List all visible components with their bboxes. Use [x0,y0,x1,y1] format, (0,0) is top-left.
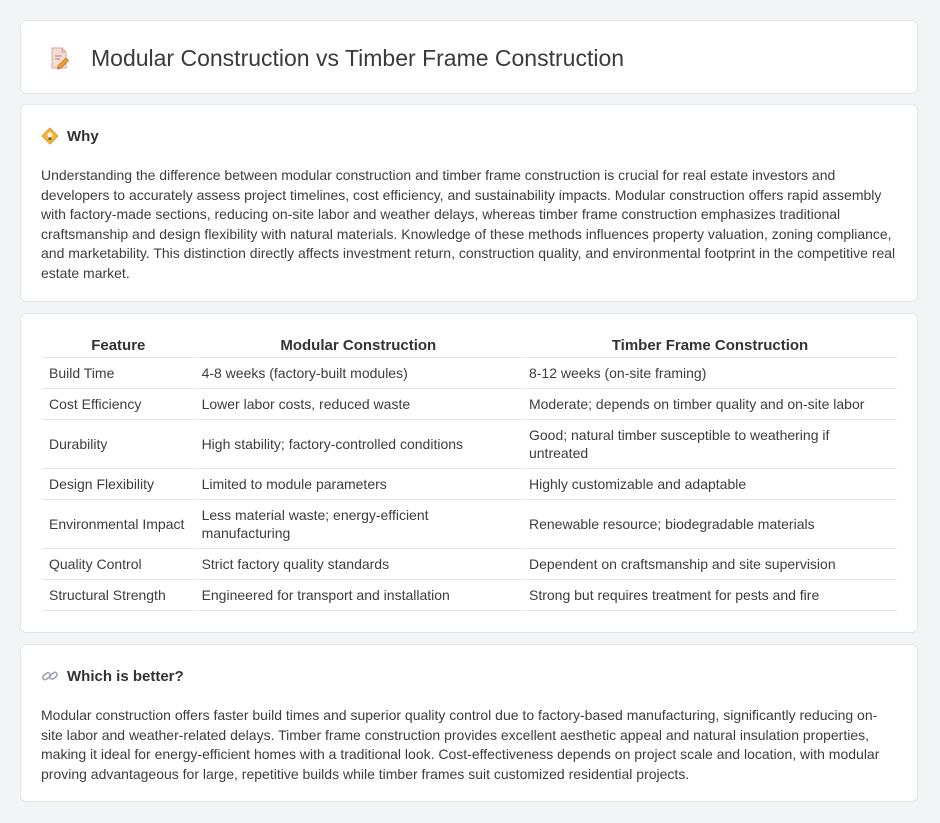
modular-cell: Less material waste; energy-efficient manufacturing [196,500,521,549]
timber-cell: Strong but requires treatment for pests and fire [523,580,897,611]
table-row [43,358,897,389]
timber-cell: Renewable resource; biodegradable materials [523,500,897,549]
feature-cell: Environmental Impact [43,500,194,549]
timber-cell: Good; natural timber susceptible to weathering if untreated [523,420,897,469]
table-row [43,420,897,469]
why-heading-label: Why [67,127,99,145]
column-header-modular: Modular Construction [196,333,521,358]
why-section [20,104,918,302]
header-card [20,20,918,94]
feature-cell: Structural Strength [43,580,194,611]
timber-cell: Dependent on craftsmanship and site supervision [523,549,897,580]
table-row [43,580,897,611]
column-header-timber: Timber Frame Construction [523,333,897,358]
why-heading [41,127,99,145]
timber-cell: Highly customizable and adaptable [523,469,897,500]
better-heading-label: Which is better? [67,667,184,685]
feature-cell: Build Time [43,358,194,389]
better-text: Modular construction offers faster build times and superior quality control due to factory-based manufacturing, significantly reducing on-site labor and weather-related delays. Timber frame construction provides excellent aesthetic appeal and natural insulation properties, making it ideal for energy-efficient homes with a traditional look. Cost-effectiveness depends on project scale and location, with modular proving advantageous for large, repetitive builds while timber frames suit customized residential projects. [41,707,880,782]
table-row [43,500,897,549]
why-text: Understanding the difference between modular construction and timber frame construction is crucial for real estate investors and developers to accurately assess project timelines, cost efficiency, and sustainability impacts. Modular construction offers rapid assembly with factory-made sections, reducing on-site labor and weather delays, whereas timber frame construction emphasizes traditional craftsmanship and design flexibility with natural materials. Knowledge of these methods influences property valuation, zoning compliance, and marketability. This distinction directly affects investment return, construction quality, and environmental footprint in the competitive real estate market. [41,167,896,281]
column-header-feature: Feature [43,333,194,358]
page-title: Modular Construction vs Timber Frame Construction [91,45,625,71]
link-icon [41,667,59,685]
feature-cell: Durability [43,420,194,469]
modular-cell: Engineered for transport and installation [196,580,521,611]
comparison-section [20,313,918,633]
modular-cell: Lower labor costs, reduced waste [196,389,521,420]
feature-cell: Quality Control [43,549,194,580]
table-header-row [43,333,897,358]
timber-cell: 8-12 weeks (on-site framing) [523,358,897,389]
better-heading [41,667,184,685]
modular-cell: 4-8 weeks (factory-built modules) [196,358,521,389]
table-row [43,469,897,500]
feature-cell: Design Flexibility [43,469,194,500]
table-row [43,549,897,580]
document-pencil-icon [47,46,71,70]
modular-cell: Limited to module parameters [196,469,521,500]
which-better-section [20,644,918,802]
lightbulb-icon [41,127,59,145]
modular-cell: Strict factory quality standards [196,549,521,580]
feature-cell: Cost Efficiency [43,389,194,420]
timber-cell: Moderate; depends on timber quality and on-site labor [523,389,897,420]
modular-cell: High stability; factory-controlled conditions [196,420,521,469]
comparison-table [41,333,899,611]
table-row [43,389,897,420]
